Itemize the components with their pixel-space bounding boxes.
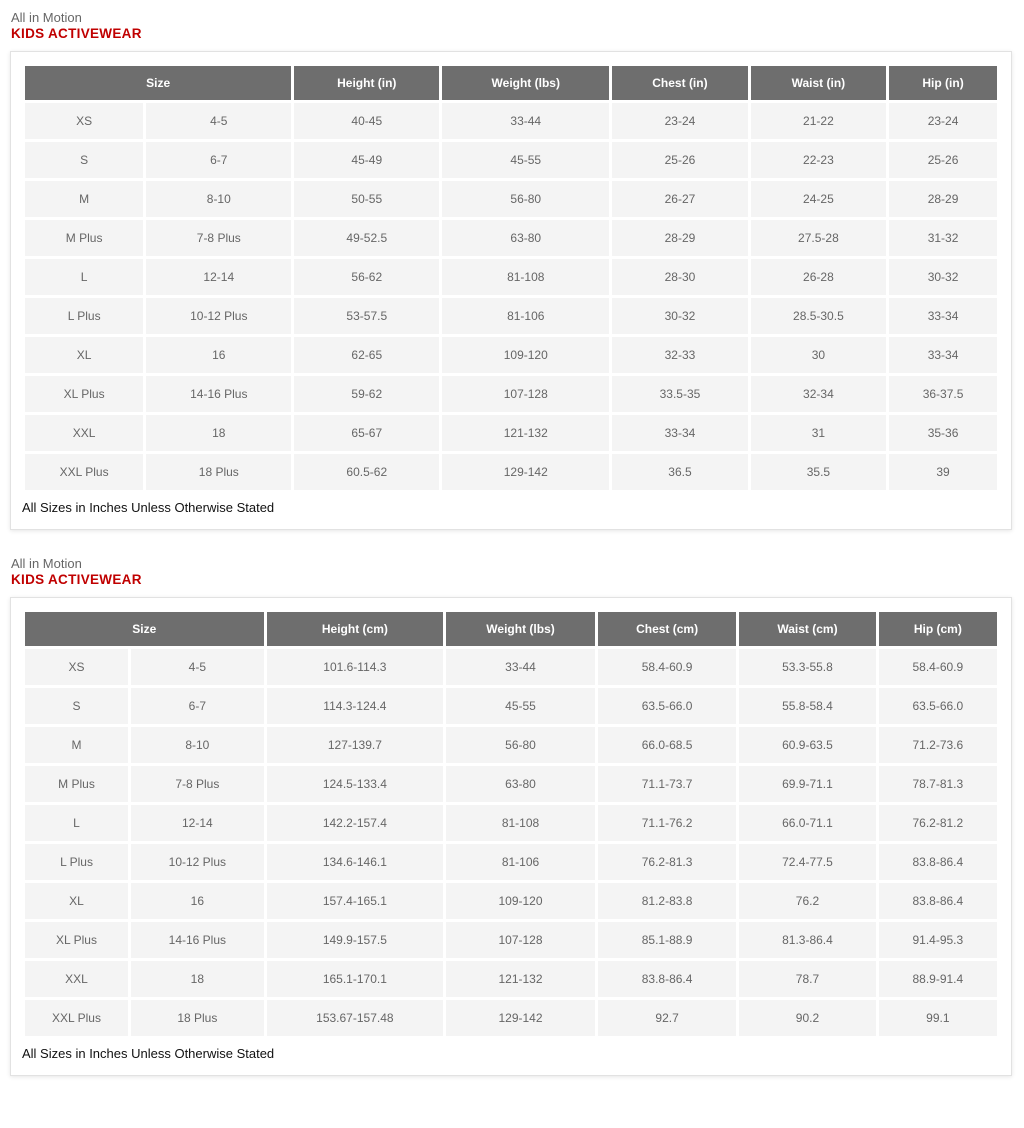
table-cell: 121-132 [446, 961, 595, 997]
table-row [25, 103, 997, 139]
table-cell: 28-30 [612, 259, 747, 295]
table-cell: 69.9-71.1 [739, 766, 875, 802]
table-cell: 33-44 [446, 649, 595, 685]
table-cell: 142.2-157.4 [267, 805, 443, 841]
table-cell: 63.5-66.0 [598, 688, 736, 724]
table-cell: XS [25, 649, 128, 685]
table-cell: 71.1-76.2 [598, 805, 736, 841]
column-header: Size [25, 66, 291, 100]
table-cell: XL Plus [25, 922, 128, 958]
table-cell: M [25, 727, 128, 763]
table-cell: 81-106 [442, 298, 609, 334]
brand-name: All in Motion [11, 10, 82, 25]
table-cell: 71.2-73.6 [879, 727, 997, 763]
footnote: All Sizes in Inches Unless Otherwise Stated [22, 1046, 275, 1061]
table-row [25, 961, 997, 997]
header-row [25, 66, 997, 100]
table-cell: 153.67-157.48 [267, 1000, 443, 1036]
table-cell: 10-12 Plus [146, 298, 291, 334]
table-cell: 8-10 [131, 727, 264, 763]
table-cell: 4-5 [146, 103, 291, 139]
table-cell: 107-128 [446, 922, 595, 958]
table-cell: 50-55 [294, 181, 439, 217]
table-row [25, 376, 997, 412]
table-cell: XXL Plus [25, 1000, 128, 1036]
table-cell: 56-62 [294, 259, 439, 295]
table-cell: 56-80 [446, 727, 595, 763]
table-cell: 88.9-91.4 [879, 961, 997, 997]
table-cell: 83.8-86.4 [598, 961, 736, 997]
column-header: Hip (in) [889, 66, 997, 100]
table-cell: 58.4-60.9 [598, 649, 736, 685]
table-cell: 45-55 [442, 142, 609, 178]
table-cell: 36.5 [612, 454, 747, 490]
size-table-cm [22, 609, 1000, 1039]
table-cell: 62-65 [294, 337, 439, 373]
table-row [25, 454, 997, 490]
column-header: Waist (in) [751, 66, 886, 100]
table-cell: M Plus [25, 220, 143, 256]
table-cell: 157.4-165.1 [267, 883, 443, 919]
table-cell: 129-142 [442, 454, 609, 490]
table-cell: 60.5-62 [294, 454, 439, 490]
column-header: Chest (in) [612, 66, 747, 100]
table-cell: 124.5-133.4 [267, 766, 443, 802]
table-cell: 91.4-95.3 [879, 922, 997, 958]
category-title: KIDS ACTIVEWEAR [11, 26, 142, 41]
table-cell: 23-24 [612, 103, 747, 139]
table-cell: M [25, 181, 143, 217]
table-cell: 127-139.7 [267, 727, 443, 763]
table-cell: 72.4-77.5 [739, 844, 875, 880]
table-row [25, 883, 997, 919]
table-cell: 114.3-124.4 [267, 688, 443, 724]
table-cell: 78.7 [739, 961, 875, 997]
table-cell: 31-32 [889, 220, 997, 256]
table-cell: 66.0-71.1 [739, 805, 875, 841]
table-cell: 109-120 [442, 337, 609, 373]
table-cell: 66.0-68.5 [598, 727, 736, 763]
footnote: All Sizes in Inches Unless Otherwise Stated [22, 500, 275, 515]
table-cell: 26-27 [612, 181, 747, 217]
table-cell: 63.5-66.0 [879, 688, 997, 724]
table-cell: 56-80 [442, 181, 609, 217]
table-row [25, 181, 997, 217]
table-cell: XL [25, 883, 128, 919]
size-chart-panel [10, 51, 1012, 530]
table-row [25, 220, 997, 256]
table-cell: 81-106 [446, 844, 595, 880]
table-cell: L [25, 259, 143, 295]
column-header: Height (cm) [267, 612, 443, 646]
table-cell: 65-67 [294, 415, 439, 451]
table-cell: XL Plus [25, 376, 143, 412]
table-cell: 18 [146, 415, 291, 451]
table-cell: 49-52.5 [294, 220, 439, 256]
size-table-inches [22, 63, 1000, 493]
table-cell: 18 [131, 961, 264, 997]
table-cell: 81-108 [442, 259, 609, 295]
table-cell: S [25, 688, 128, 724]
column-header: Height (in) [294, 66, 439, 100]
table-cell: 59-62 [294, 376, 439, 412]
table-cell: 71.1-73.7 [598, 766, 736, 802]
table-cell: 14-16 Plus [146, 376, 291, 412]
table-cell: 18 Plus [131, 1000, 264, 1036]
brand-name: All in Motion [11, 556, 82, 571]
size-chart-section-cm [10, 556, 1012, 1076]
table-cell: 76.2-81.2 [879, 805, 997, 841]
table-cell: 10-12 Plus [131, 844, 264, 880]
table-cell: XXL [25, 961, 128, 997]
table-cell: 90.2 [739, 1000, 875, 1036]
table-cell: 22-23 [751, 142, 886, 178]
table-cell: 27.5-28 [751, 220, 886, 256]
table-cell: 23-24 [889, 103, 997, 139]
table-cell: 32-34 [751, 376, 886, 412]
table-cell: 109-120 [446, 883, 595, 919]
table-cell: 32-33 [612, 337, 747, 373]
table-cell: 83.8-86.4 [879, 883, 997, 919]
table-cell: 107-128 [442, 376, 609, 412]
table-cell: 63-80 [442, 220, 609, 256]
table-cell: 30 [751, 337, 886, 373]
table-cell: 58.4-60.9 [879, 649, 997, 685]
table-cell: 33-44 [442, 103, 609, 139]
table-cell: XS [25, 103, 143, 139]
table-cell: 129-142 [446, 1000, 595, 1036]
table-row [25, 259, 997, 295]
table-row [25, 766, 997, 802]
table-cell: 165.1-170.1 [267, 961, 443, 997]
table-row [25, 844, 997, 880]
table-cell: L Plus [25, 298, 143, 334]
size-chart-section-inches [10, 10, 1012, 530]
table-cell: L [25, 805, 128, 841]
table-cell: 6-7 [146, 142, 291, 178]
table-row [25, 649, 997, 685]
table-row [25, 298, 997, 334]
column-header: Chest (cm) [598, 612, 736, 646]
table-cell: 28-29 [889, 181, 997, 217]
table-cell: 53-57.5 [294, 298, 439, 334]
table-cell: XXL Plus [25, 454, 143, 490]
table-cell: 33-34 [889, 298, 997, 334]
table-cell: 76.2 [739, 883, 875, 919]
table-cell: 12-14 [131, 805, 264, 841]
table-cell: 12-14 [146, 259, 291, 295]
table-cell: 7-8 Plus [131, 766, 264, 802]
table-cell: 149.9-157.5 [267, 922, 443, 958]
table-cell: 92.7 [598, 1000, 736, 1036]
size-chart-panel [10, 597, 1012, 1076]
table-cell: 25-26 [889, 142, 997, 178]
table-cell: 85.1-88.9 [598, 922, 736, 958]
column-header: Hip (cm) [879, 612, 997, 646]
table-row [25, 688, 997, 724]
table-row [25, 922, 997, 958]
table-cell: 18 Plus [146, 454, 291, 490]
table-cell: 7-8 Plus [146, 220, 291, 256]
table-cell: 83.8-86.4 [879, 844, 997, 880]
table-cell: 121-132 [442, 415, 609, 451]
column-header: Weight (lbs) [446, 612, 595, 646]
table-cell: 81.3-86.4 [739, 922, 875, 958]
category-title: KIDS ACTIVEWEAR [11, 572, 142, 587]
table-cell: 35-36 [889, 415, 997, 451]
table-cell: 81.2-83.8 [598, 883, 736, 919]
table-row [25, 337, 997, 373]
table-cell: 28.5-30.5 [751, 298, 886, 334]
table-cell: L Plus [25, 844, 128, 880]
table-cell: 53.3-55.8 [739, 649, 875, 685]
table-row [25, 415, 997, 451]
table-cell: 6-7 [131, 688, 264, 724]
table-cell: 134.6-146.1 [267, 844, 443, 880]
table-cell: 36-37.5 [889, 376, 997, 412]
table-cell: 78.7-81.3 [879, 766, 997, 802]
table-row [25, 1000, 997, 1036]
table-cell: 24-25 [751, 181, 886, 217]
table-cell: 101.6-114.3 [267, 649, 443, 685]
column-header: Size [25, 612, 264, 646]
table-cell: 31 [751, 415, 886, 451]
table-cell: 45-55 [446, 688, 595, 724]
table-cell: 21-22 [751, 103, 886, 139]
table-cell: 45-49 [294, 142, 439, 178]
table-row [25, 805, 997, 841]
table-cell: XXL [25, 415, 143, 451]
table-cell: 14-16 Plus [131, 922, 264, 958]
table-cell: XL [25, 337, 143, 373]
header-row [25, 612, 997, 646]
table-cell: 55.8-58.4 [739, 688, 875, 724]
table-cell: 35.5 [751, 454, 886, 490]
table-row [25, 727, 997, 763]
table-cell: S [25, 142, 143, 178]
table-row [25, 142, 997, 178]
table-cell: 60.9-63.5 [739, 727, 875, 763]
column-header: Waist (cm) [739, 612, 875, 646]
column-header: Weight (lbs) [442, 66, 609, 100]
table-cell: 81-108 [446, 805, 595, 841]
table-cell: 40-45 [294, 103, 439, 139]
table-cell: 16 [131, 883, 264, 919]
table-cell: 30-32 [612, 298, 747, 334]
table-cell: 30-32 [889, 259, 997, 295]
table-cell: 26-28 [751, 259, 886, 295]
table-cell: 76.2-81.3 [598, 844, 736, 880]
table-cell: 33-34 [612, 415, 747, 451]
table-cell: 33.5-35 [612, 376, 747, 412]
table-cell: 33-34 [889, 337, 997, 373]
table-cell: 8-10 [146, 181, 291, 217]
table-cell: 28-29 [612, 220, 747, 256]
table-cell: 99.1 [879, 1000, 997, 1036]
table-cell: 25-26 [612, 142, 747, 178]
table-cell: 63-80 [446, 766, 595, 802]
table-cell: 39 [889, 454, 997, 490]
table-cell: 16 [146, 337, 291, 373]
table-cell: 4-5 [131, 649, 264, 685]
table-cell: M Plus [25, 766, 128, 802]
